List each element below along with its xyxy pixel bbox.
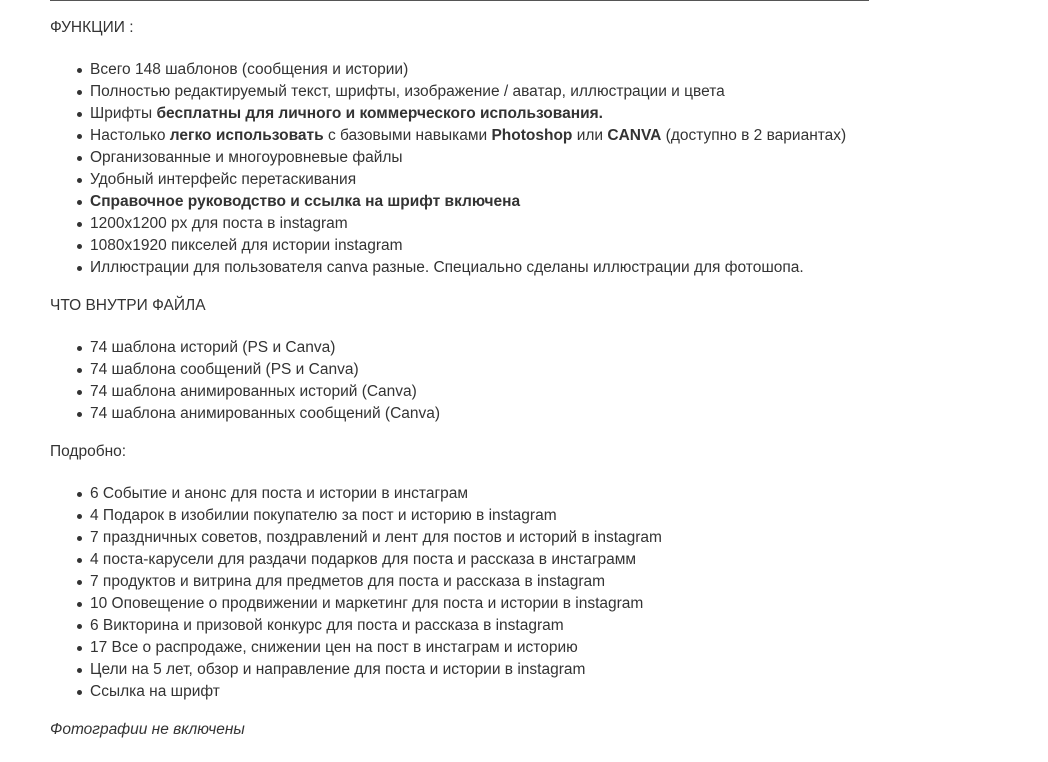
features-heading: ФУНКЦИИ : xyxy=(50,19,134,36)
details-list-item xyxy=(90,571,1030,593)
contents-list-item xyxy=(90,381,1030,403)
details-list-item xyxy=(90,615,1030,637)
details-heading: Подробно: xyxy=(50,443,127,460)
bullet-icon xyxy=(77,580,82,585)
details-list-item xyxy=(90,593,1030,615)
bullet-icon xyxy=(77,668,82,673)
contents-heading: ЧТО ВНУТРИ ФАЙЛА xyxy=(50,297,206,314)
bullet-icon xyxy=(77,200,82,205)
list-item-text: Цели на 5 лет, обзор и направление для поста и истории в instagram xyxy=(90,661,586,678)
bullet-icon xyxy=(77,68,82,73)
details-section xyxy=(50,441,1030,703)
bullet-icon xyxy=(77,178,82,183)
details-list-item xyxy=(90,549,1030,571)
top-divider xyxy=(50,0,869,1)
details-list-item xyxy=(90,681,1030,703)
contents-list-item xyxy=(90,403,1030,425)
text: с базовыми навыками xyxy=(323,127,492,144)
bullet-icon xyxy=(77,134,82,139)
bullet-icon xyxy=(77,244,82,249)
details-list-item xyxy=(90,637,1030,659)
bold-text: CANVA xyxy=(607,127,662,144)
bullet-icon xyxy=(77,156,82,161)
bullet-icon xyxy=(77,646,82,651)
details-list-item xyxy=(90,659,1030,681)
details-list-item xyxy=(90,527,1030,549)
photos-not-included-note: Фотографии не включены xyxy=(50,721,245,738)
list-item-text: 74 шаблона историй (PS и Canva) xyxy=(90,339,336,356)
bullet-icon xyxy=(77,222,82,227)
bold-text: легко использовать xyxy=(169,127,324,144)
text: Настолько xyxy=(90,127,170,144)
bullet-icon xyxy=(77,624,82,629)
text: (доступно в 2 вариантах) xyxy=(661,127,847,144)
features-list-item xyxy=(90,213,1030,235)
footnote-section xyxy=(50,719,1030,741)
contents-section xyxy=(50,295,1030,425)
features-list-item xyxy=(90,59,1030,81)
features-list-item xyxy=(90,257,1030,279)
contents-list-item xyxy=(90,337,1030,359)
text: Полностью редактируемый текст, шрифты, изображение / аватар, иллюстрации и цвета xyxy=(90,83,725,100)
bullet-icon xyxy=(77,412,82,417)
bullet-icon xyxy=(77,346,82,351)
details-list xyxy=(50,483,1030,703)
text: 1200x1200 px для поста в instagram xyxy=(90,215,348,232)
list-item-text: 6 Викторина и призовой конкурс для поста и рассказа в instagram xyxy=(90,617,564,634)
features-list xyxy=(50,59,1030,279)
list-item-text: 4 Подарок в изобилии покупателю за пост и историю в instagram xyxy=(90,507,557,524)
features-list-item xyxy=(90,103,1030,125)
list-item-text: 74 шаблона анимированных историй (Canva) xyxy=(90,383,417,400)
text: Организованные и многоуровневые файлы xyxy=(90,149,403,166)
bold-text: бесплатны для личного и коммерческого использования. xyxy=(156,105,603,122)
bullet-icon xyxy=(77,266,82,271)
list-item-text: 6 Событие и анонс для поста и истории в инстаграм xyxy=(90,485,468,502)
list-item-text: 10 Оповещение о продвижении и маркетинг для поста и истории в instagram xyxy=(90,595,644,612)
bold-text: Photoshop xyxy=(491,127,573,144)
bullet-icon xyxy=(77,112,82,117)
text: Всего 148 шаблонов (сообщения и истории) xyxy=(90,61,409,78)
bullet-icon xyxy=(77,492,82,497)
features-list-item xyxy=(90,147,1030,169)
text: Иллюстрации для пользователя canva разные. Специально сделаны иллюстрации для фотошопа. xyxy=(90,259,804,276)
features-list-item xyxy=(90,235,1030,257)
features-section xyxy=(50,17,1030,279)
bold-text: Справочное руководство и ссылка на шрифт включена xyxy=(90,193,521,210)
text: 1080x1920 пикселей для истории instagram xyxy=(90,237,403,254)
text: Удобный интерфейс перетаскивания xyxy=(90,171,357,188)
contents-list-item xyxy=(90,359,1030,381)
list-item-text: Ссылка на шрифт xyxy=(90,683,220,700)
bullet-icon xyxy=(77,368,82,373)
bullet-icon xyxy=(77,690,82,695)
details-list-item xyxy=(90,505,1030,527)
bullet-icon xyxy=(77,90,82,95)
text: Шрифты xyxy=(90,105,157,122)
list-item-text: 7 продуктов и витрина для предметов для поста и рассказа в instagram xyxy=(90,573,606,590)
features-list-item xyxy=(90,191,1030,213)
contents-list xyxy=(50,337,1030,425)
details-list-item xyxy=(90,483,1030,505)
list-item-text: 17 Все о распродаже, снижении цен на пост в инстаграм и историю xyxy=(90,639,578,656)
features-list-item xyxy=(90,125,1030,147)
list-item-text: 74 шаблона сообщений (PS и Canva) xyxy=(90,361,359,378)
bullet-icon xyxy=(77,558,82,563)
bullet-icon xyxy=(77,390,82,395)
features-list-item xyxy=(90,81,1030,103)
list-item-text: 7 праздничных советов, поздравлений и лент для постов и историй в instagram xyxy=(90,529,662,546)
bullet-icon xyxy=(77,514,82,519)
bullet-icon xyxy=(77,536,82,541)
bullet-icon xyxy=(77,602,82,607)
list-item-text: 74 шаблона анимированных сообщений (Canva) xyxy=(90,405,441,422)
list-item-text: 4 поста-карусели для раздачи подарков для поста и рассказа в инстаграмм xyxy=(90,551,637,568)
text: или xyxy=(572,127,608,144)
features-list-item xyxy=(90,169,1030,191)
